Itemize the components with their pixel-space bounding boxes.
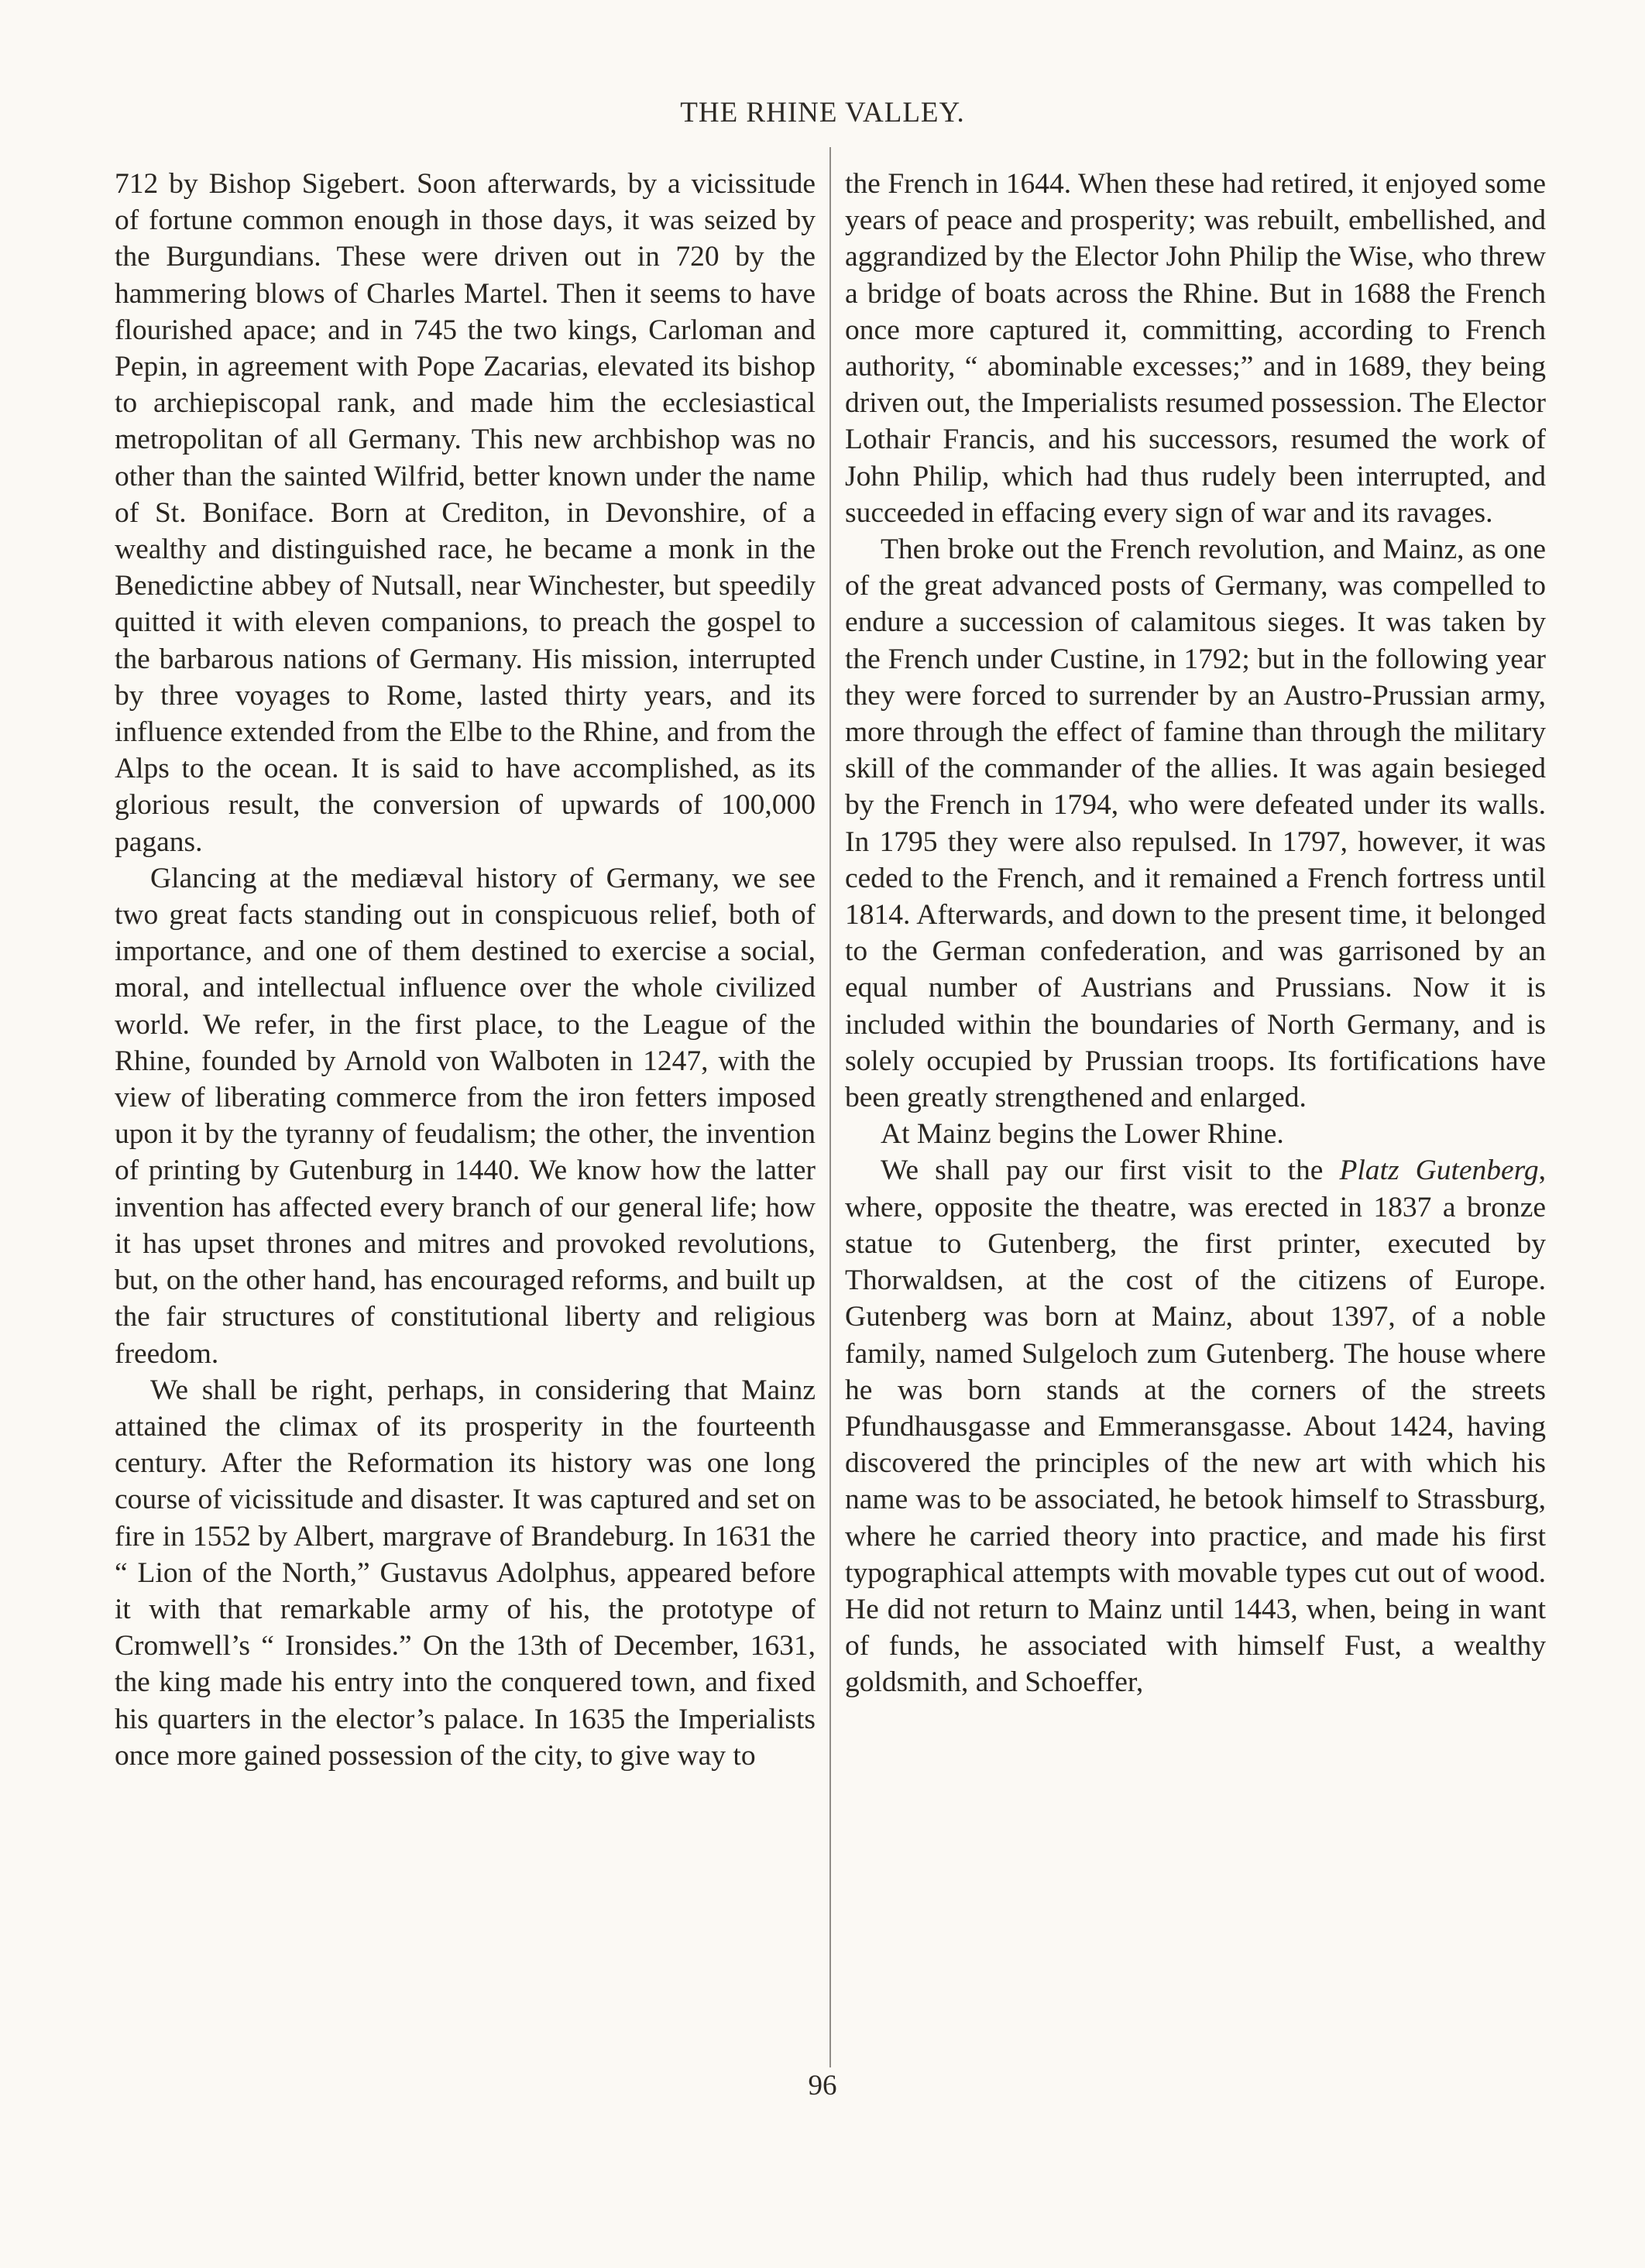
paragraph: We shall be right, perhaps, in considering that Mainz attained the climax of its prosperity in the fourteenth century. After the Reformation its history was one long course of vicissitude and disaster. It was captured and set on fire in 1552 by Albert, margrave of Brandeburg. In 1631 the “ Lion of the North,” Gustavus Adolphus, appeared before it with that remarkable army of his, the prototype of Cromwell’s “ Ironsides.” On the 13th of December, 1631, the king made his entry into the conquered town, and fixed his quarters in the elector’s palace. In 1635 the Imperialists once more gained possession of the city, to give way to <box>115 1374 816 1772</box>
page-number: 96 <box>808 2070 837 2102</box>
paragraph <box>845 1152 1546 1700</box>
running-head-title: THE RHINE VALLEY. <box>680 97 965 129</box>
paragraph: Glancing at the mediæval history of Germany, we see two great facts standing out in conspicuous relief, both of importance, and one of them destined to exercise a social, moral, and intellectual influence over the whole civilized world. We refer, in the first place, to the League of the Rhine, founded by Arnold von Walboten in 1247, with the view of liberating commerce from the iron fetters imposed upon it by the tyranny of feudalism; the other, the invention of printing by Gutenburg in 1440. We know how the latter invention has affected every branch of our general life; how it has upset thrones and mitres and provoked revolutions, but, on the other hand, has encouraged reforms, and built up the fair structures of constitutional liberty and religious freedom. <box>115 862 816 1370</box>
paragraph: the French in 1644. When these had retired, it enjoyed some years of peace and prosperity; was rebuilt, embellished, and aggrandized by the Elector John Philip the Wise, who threw a bridge of boats across the Rhine. But in 1688 the French once more captured it, committing, according to French authority, “ abominable excesses;” and in 1689, they being driven out, the Imperialists resumed possession. The Elector Lothair Francis, and his successors, resumed the work of John Philip, which had thus rudely been interrupted, and succeeded in effacing every sign of war and its ravages. <box>845 168 1546 529</box>
paragraph: 712 by Bishop Sigebert. Soon afterwards, by a vicissitude of fortune common enough in those days, it was seized by the Burgundians. These were driven out in 720 by the hammering blows of Charles Martel. Then it seems to have flourished apace; and in 745 the two kings, Carloman and Pepin, in agreement with Pope Zacarias, elevated its bishop to archiepiscopal rank, and made him the ecclesiastical metropolitan of all Germany. This new archbishop was no other than the sainted Wilfrid, better known under the name of St. Boniface. Born at Crediton, in Devonshire, of a wealthy and distinguished race, he became a monk in the Benedictine abbey of Nutsall, near Winchester, but speedily quitted it with eleven companions, to preach the gospel to the barbarous nations of Germany. His mission, interrupted by three voyages to Rome, lasted thirty years, and its influence extended from the Elbe to the Rhine, and from the Alps to the ocean. It is said to have accomplished, as its glorious result, the conversion of upwards of 100,000 pagans. <box>115 168 816 858</box>
right-text-column <box>845 166 1546 1701</box>
left-text-column <box>115 166 816 1774</box>
paragraph-text: We shall pay our first visit to the <box>881 1155 1340 1187</box>
paragraph: At Mainz begins the Lower Rhine. <box>881 1118 1284 1151</box>
platz-gutenberg-italic: Platz Gutenberg <box>1339 1155 1539 1187</box>
paragraph-text: , where, opposite the theatre, was erected in 1837 a bronze statue to Gutenberg, the first printer, executed by Thorwaldsen, at the cost of the citizens of Europe. Gutenberg was born at Mainz, about 1397, of a noble family, named Sulgeloch zum Gutenberg. The house where he was born stands at the corners of the streets Pfundhausgasse and Emmeransgasse. About 1424, having discovered the principles of the new art with which his name was to be associated, he betook himself to Strassburg, where he carried theory into practice, and made his first typographical attempts with movable types cut out of wood. He did not return to Mainz until 1443, when, being in want of funds, he associated with himself Fust, a wealthy goldsmith, and Schoeffer, <box>845 1155 1546 1699</box>
paragraph: Then broke out the French revolution, and Mainz, as one of the great advanced posts of Germany, was compelled to endure a succession of calamitous sieges. It was taken by the French under Custine, in 1792; but in the following year they were forced to surrender by an Austro-Prussian army, more through the effect of famine than through the military skill of the commander of the allies. It was again besieged by the French in 1794, who were defeated under its walls. In 1795 they were also repulsed. In 1797, however, it was ceded to the French, and it remained a French fortress until 1814. Afterwards, and down to the present time, it belonged to the German confederation, and was garrisoned by an equal number of Austrians and Prussians. Now it is included within the boundaries of North Germany, and is solely occupied by Prussian troops. Its fortifications have been greatly strengthened and enlarged. <box>845 534 1546 1114</box>
column-divider <box>829 147 831 2067</box>
